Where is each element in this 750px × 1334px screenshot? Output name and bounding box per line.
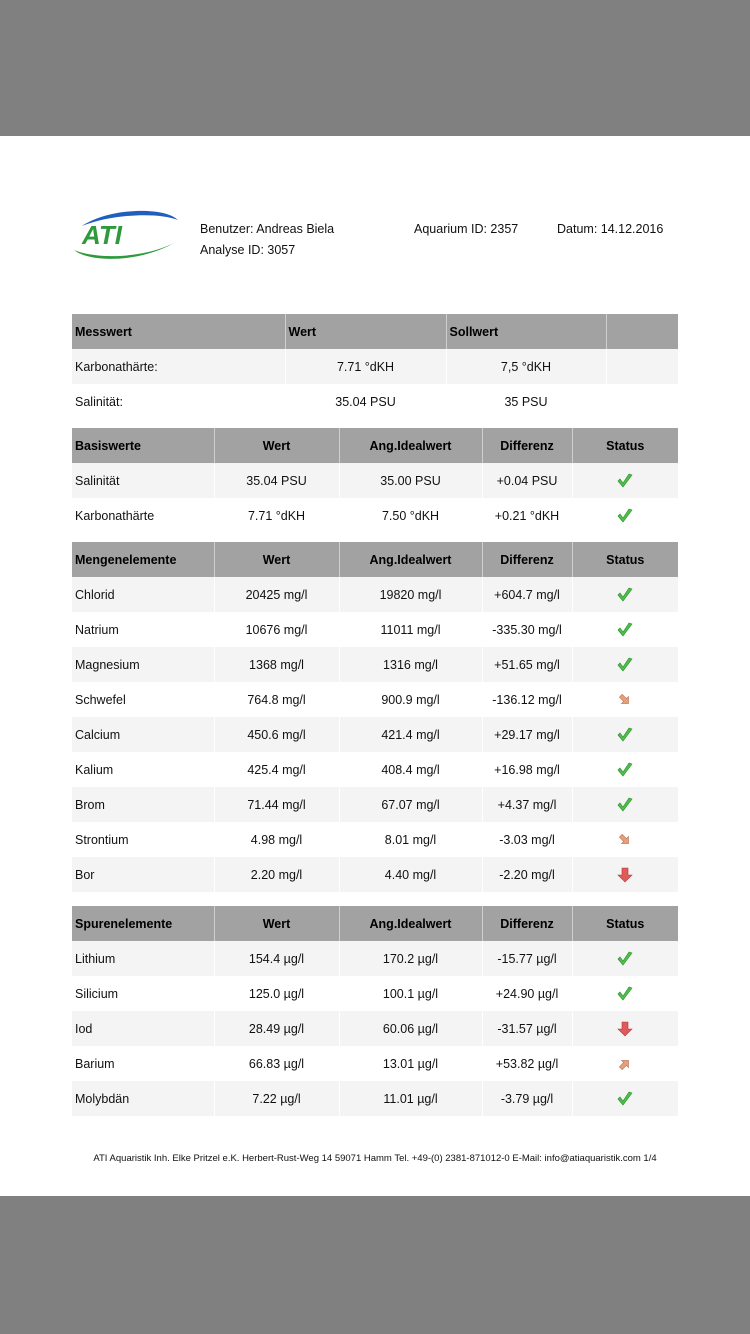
cell-name: Molybdän xyxy=(72,1081,214,1116)
cell-diff: -31.57 µg/l xyxy=(482,1011,572,1046)
cell-diff: +51.65 mg/l xyxy=(482,647,572,682)
cell-diff: -3.03 mg/l xyxy=(482,822,572,857)
cell-wert: 7.22 µg/l xyxy=(214,1081,339,1116)
cell-name: Natrium xyxy=(72,612,214,647)
cell-ideal: 8.01 mg/l xyxy=(339,822,482,857)
cell-ideal: 900.9 mg/l xyxy=(339,682,482,717)
cell-diff: +0.04 PSU xyxy=(482,463,572,498)
cell-wert: 2.20 mg/l xyxy=(214,857,339,892)
ati-logo xyxy=(68,206,182,264)
cell-diff: +604.7 mg/l xyxy=(482,577,572,612)
table-row xyxy=(72,752,678,787)
cell-ideal: 7.50 °dKH xyxy=(339,498,482,533)
cell-wert: 28.49 µg/l xyxy=(214,1011,339,1046)
section-header-row xyxy=(72,542,678,577)
cell-name: Salinität: xyxy=(72,384,285,419)
cell-wert: 1368 mg/l xyxy=(214,647,339,682)
cell-ideal: 11.01 µg/l xyxy=(339,1081,482,1116)
cell-ideal: 421.4 mg/l xyxy=(339,717,482,752)
check-icon xyxy=(615,760,635,780)
cell-diff: +0.21 °dKH xyxy=(482,498,572,533)
header-cell: Wert xyxy=(214,542,339,577)
header-cell: Differenz xyxy=(482,542,572,577)
table-row xyxy=(72,612,678,647)
cell-ideal: 1316 mg/l xyxy=(339,647,482,682)
cell-ideal: 100.1 µg/l xyxy=(339,976,482,1011)
diagonal-up-arrow-icon xyxy=(615,1054,635,1074)
check-icon xyxy=(615,1089,635,1109)
header-cell: Ang.Idealwert xyxy=(339,906,482,941)
cell-name: Strontium xyxy=(72,822,214,857)
header-cell: Status xyxy=(572,428,678,463)
status-cell xyxy=(572,976,678,1011)
cell-ideal: 4.40 mg/l xyxy=(339,857,482,892)
status-cell xyxy=(572,577,678,612)
header-cell: Differenz xyxy=(482,906,572,941)
table-row xyxy=(72,498,678,533)
table-row xyxy=(72,463,678,498)
cell-diff: +16.98 mg/l xyxy=(482,752,572,787)
status-cell xyxy=(572,647,678,682)
status-cell xyxy=(572,822,678,857)
mengenelemente-table xyxy=(72,542,678,892)
cell-ideal: 11011 mg/l xyxy=(339,612,482,647)
table-row xyxy=(72,787,678,822)
header-cell: Wert xyxy=(285,314,446,349)
header-cell: Mengenelemente xyxy=(72,542,214,577)
logo-text: ATI xyxy=(82,220,122,250)
cell-name: Karbonathärte xyxy=(72,498,214,533)
cell-wert: 7.71 °dKH xyxy=(285,349,446,384)
messwert-header-row xyxy=(72,314,678,349)
footer-text: ATI Aquaristik Inh. Elke Pritzel e.K. Herbert-Rust-Weg 14 59071 Hamm Tel. +49-(0) 2381-871012-0 E-Mail: info@atiaquaristik.com 1/4 xyxy=(93,1153,657,1164)
check-icon xyxy=(615,620,635,640)
cell-wert: 35.04 PSU xyxy=(214,463,339,498)
cell-diff: -136.12 mg/l xyxy=(482,682,572,717)
cell-diff: +29.17 mg/l xyxy=(482,717,572,752)
cell-diff: +53.82 µg/l xyxy=(482,1046,572,1081)
messwert-table xyxy=(72,314,678,419)
cell-name: Brom xyxy=(72,787,214,822)
section-header-row xyxy=(72,428,678,463)
status-cell xyxy=(572,682,678,717)
table-row xyxy=(72,647,678,682)
status-cell xyxy=(572,498,678,533)
cell-wert: 71.44 mg/l xyxy=(214,787,339,822)
cell-name: Schwefel xyxy=(72,682,214,717)
status-cell xyxy=(572,752,678,787)
cell-name: Chlorid xyxy=(72,577,214,612)
status-cell xyxy=(572,1011,678,1046)
cell-ideal: 170.2 µg/l xyxy=(339,941,482,976)
cell-ideal: 19820 mg/l xyxy=(339,577,482,612)
table-row xyxy=(72,717,678,752)
table-row xyxy=(72,976,678,1011)
diagonal-down-arrow-icon xyxy=(615,690,635,710)
status-cell xyxy=(572,941,678,976)
header-cell: Sollwert xyxy=(446,314,606,349)
analyse-id-label: Analyse ID: 3057 xyxy=(200,243,296,257)
cell-wert: 125.0 µg/l xyxy=(214,976,339,1011)
cell-wert: 35.04 PSU xyxy=(285,384,446,419)
table-row xyxy=(72,857,678,892)
check-icon xyxy=(615,471,635,491)
cell-wert: 10676 mg/l xyxy=(214,612,339,647)
table-row xyxy=(72,577,678,612)
check-icon xyxy=(615,795,635,815)
cell-diff: -15.77 µg/l xyxy=(482,941,572,976)
diagonal-down-arrow-icon xyxy=(615,830,635,850)
status-cell xyxy=(572,1081,678,1116)
cell-wert: 20425 mg/l xyxy=(214,577,339,612)
cell-name: Karbonathärte: xyxy=(72,349,285,384)
header-cell: Messwert xyxy=(72,314,285,349)
cell-name: Bor xyxy=(72,857,214,892)
cell-wert: 4.98 mg/l xyxy=(214,822,339,857)
benutzer-label: Benutzer: Andreas Biela xyxy=(200,222,335,236)
cell-ideal: 35.00 PSU xyxy=(339,463,482,498)
cell-ideal: 60.06 µg/l xyxy=(339,1011,482,1046)
cell-soll: 7,5 °dKH xyxy=(446,349,606,384)
check-icon xyxy=(615,506,635,526)
cell-name: Lithium xyxy=(72,941,214,976)
table-row xyxy=(72,1046,678,1081)
status-cell xyxy=(572,787,678,822)
header-cell: Spurenelemente xyxy=(72,906,214,941)
cell-diff: -2.20 mg/l xyxy=(482,857,572,892)
table-row xyxy=(72,1011,678,1046)
check-icon xyxy=(615,984,635,1004)
cell-name: Calcium xyxy=(72,717,214,752)
cell-wert: 154.4 µg/l xyxy=(214,941,339,976)
cell-ideal: 13.01 µg/l xyxy=(339,1046,482,1081)
header-cell: Ang.Idealwert xyxy=(339,428,482,463)
cell-name: Magnesium xyxy=(72,647,214,682)
status-cell xyxy=(572,1046,678,1081)
check-icon xyxy=(615,655,635,675)
down-arrow-icon xyxy=(615,865,635,885)
header-cell: Wert xyxy=(214,428,339,463)
table-row xyxy=(72,349,678,384)
table-row xyxy=(72,1081,678,1116)
cell-empty xyxy=(606,349,678,384)
cell-wert: 450.6 mg/l xyxy=(214,717,339,752)
table-row xyxy=(72,384,678,419)
cell-diff: +4.37 mg/l xyxy=(482,787,572,822)
header-cell: Ang.Idealwert xyxy=(339,542,482,577)
table-row xyxy=(72,822,678,857)
cell-diff: +24.90 µg/l xyxy=(482,976,572,1011)
cell-wert: 7.71 °dKH xyxy=(214,498,339,533)
datum-label: Datum: 14.12.2016 xyxy=(557,222,664,236)
check-icon xyxy=(615,585,635,605)
cell-name: Iod xyxy=(72,1011,214,1046)
aquarium-id-label: Aquarium ID: 2357 xyxy=(414,222,519,236)
spurenelemente-table xyxy=(72,906,678,1116)
cell-wert: 66.83 µg/l xyxy=(214,1046,339,1081)
status-cell xyxy=(572,463,678,498)
cell-diff: -335.30 mg/l xyxy=(482,612,572,647)
status-cell xyxy=(572,612,678,647)
cell-soll: 35 PSU xyxy=(446,384,606,419)
cell-name: Barium xyxy=(72,1046,214,1081)
basiswerte-table xyxy=(72,428,678,533)
status-cell xyxy=(572,857,678,892)
cell-wert: 764.8 mg/l xyxy=(214,682,339,717)
status-cell xyxy=(572,717,678,752)
cell-diff: -3.79 µg/l xyxy=(482,1081,572,1116)
cell-name: Kalium xyxy=(72,752,214,787)
cell-name: Silicium xyxy=(72,976,214,1011)
check-icon xyxy=(615,949,635,969)
cell-ideal: 67.07 mg/l xyxy=(339,787,482,822)
cell-empty xyxy=(606,384,678,419)
section-header-row xyxy=(72,906,678,941)
header-cell xyxy=(606,314,678,349)
cell-wert: 425.4 mg/l xyxy=(214,752,339,787)
header-cell: Wert xyxy=(214,906,339,941)
table-row xyxy=(72,941,678,976)
down-arrow-icon xyxy=(615,1019,635,1039)
table-row xyxy=(72,682,678,717)
header-cell: Status xyxy=(572,906,678,941)
header-cell: Status xyxy=(572,542,678,577)
header-cell: Differenz xyxy=(482,428,572,463)
header-cell: Basiswerte xyxy=(72,428,214,463)
cell-ideal: 408.4 mg/l xyxy=(339,752,482,787)
cell-name: Salinität xyxy=(72,463,214,498)
check-icon xyxy=(615,725,635,745)
